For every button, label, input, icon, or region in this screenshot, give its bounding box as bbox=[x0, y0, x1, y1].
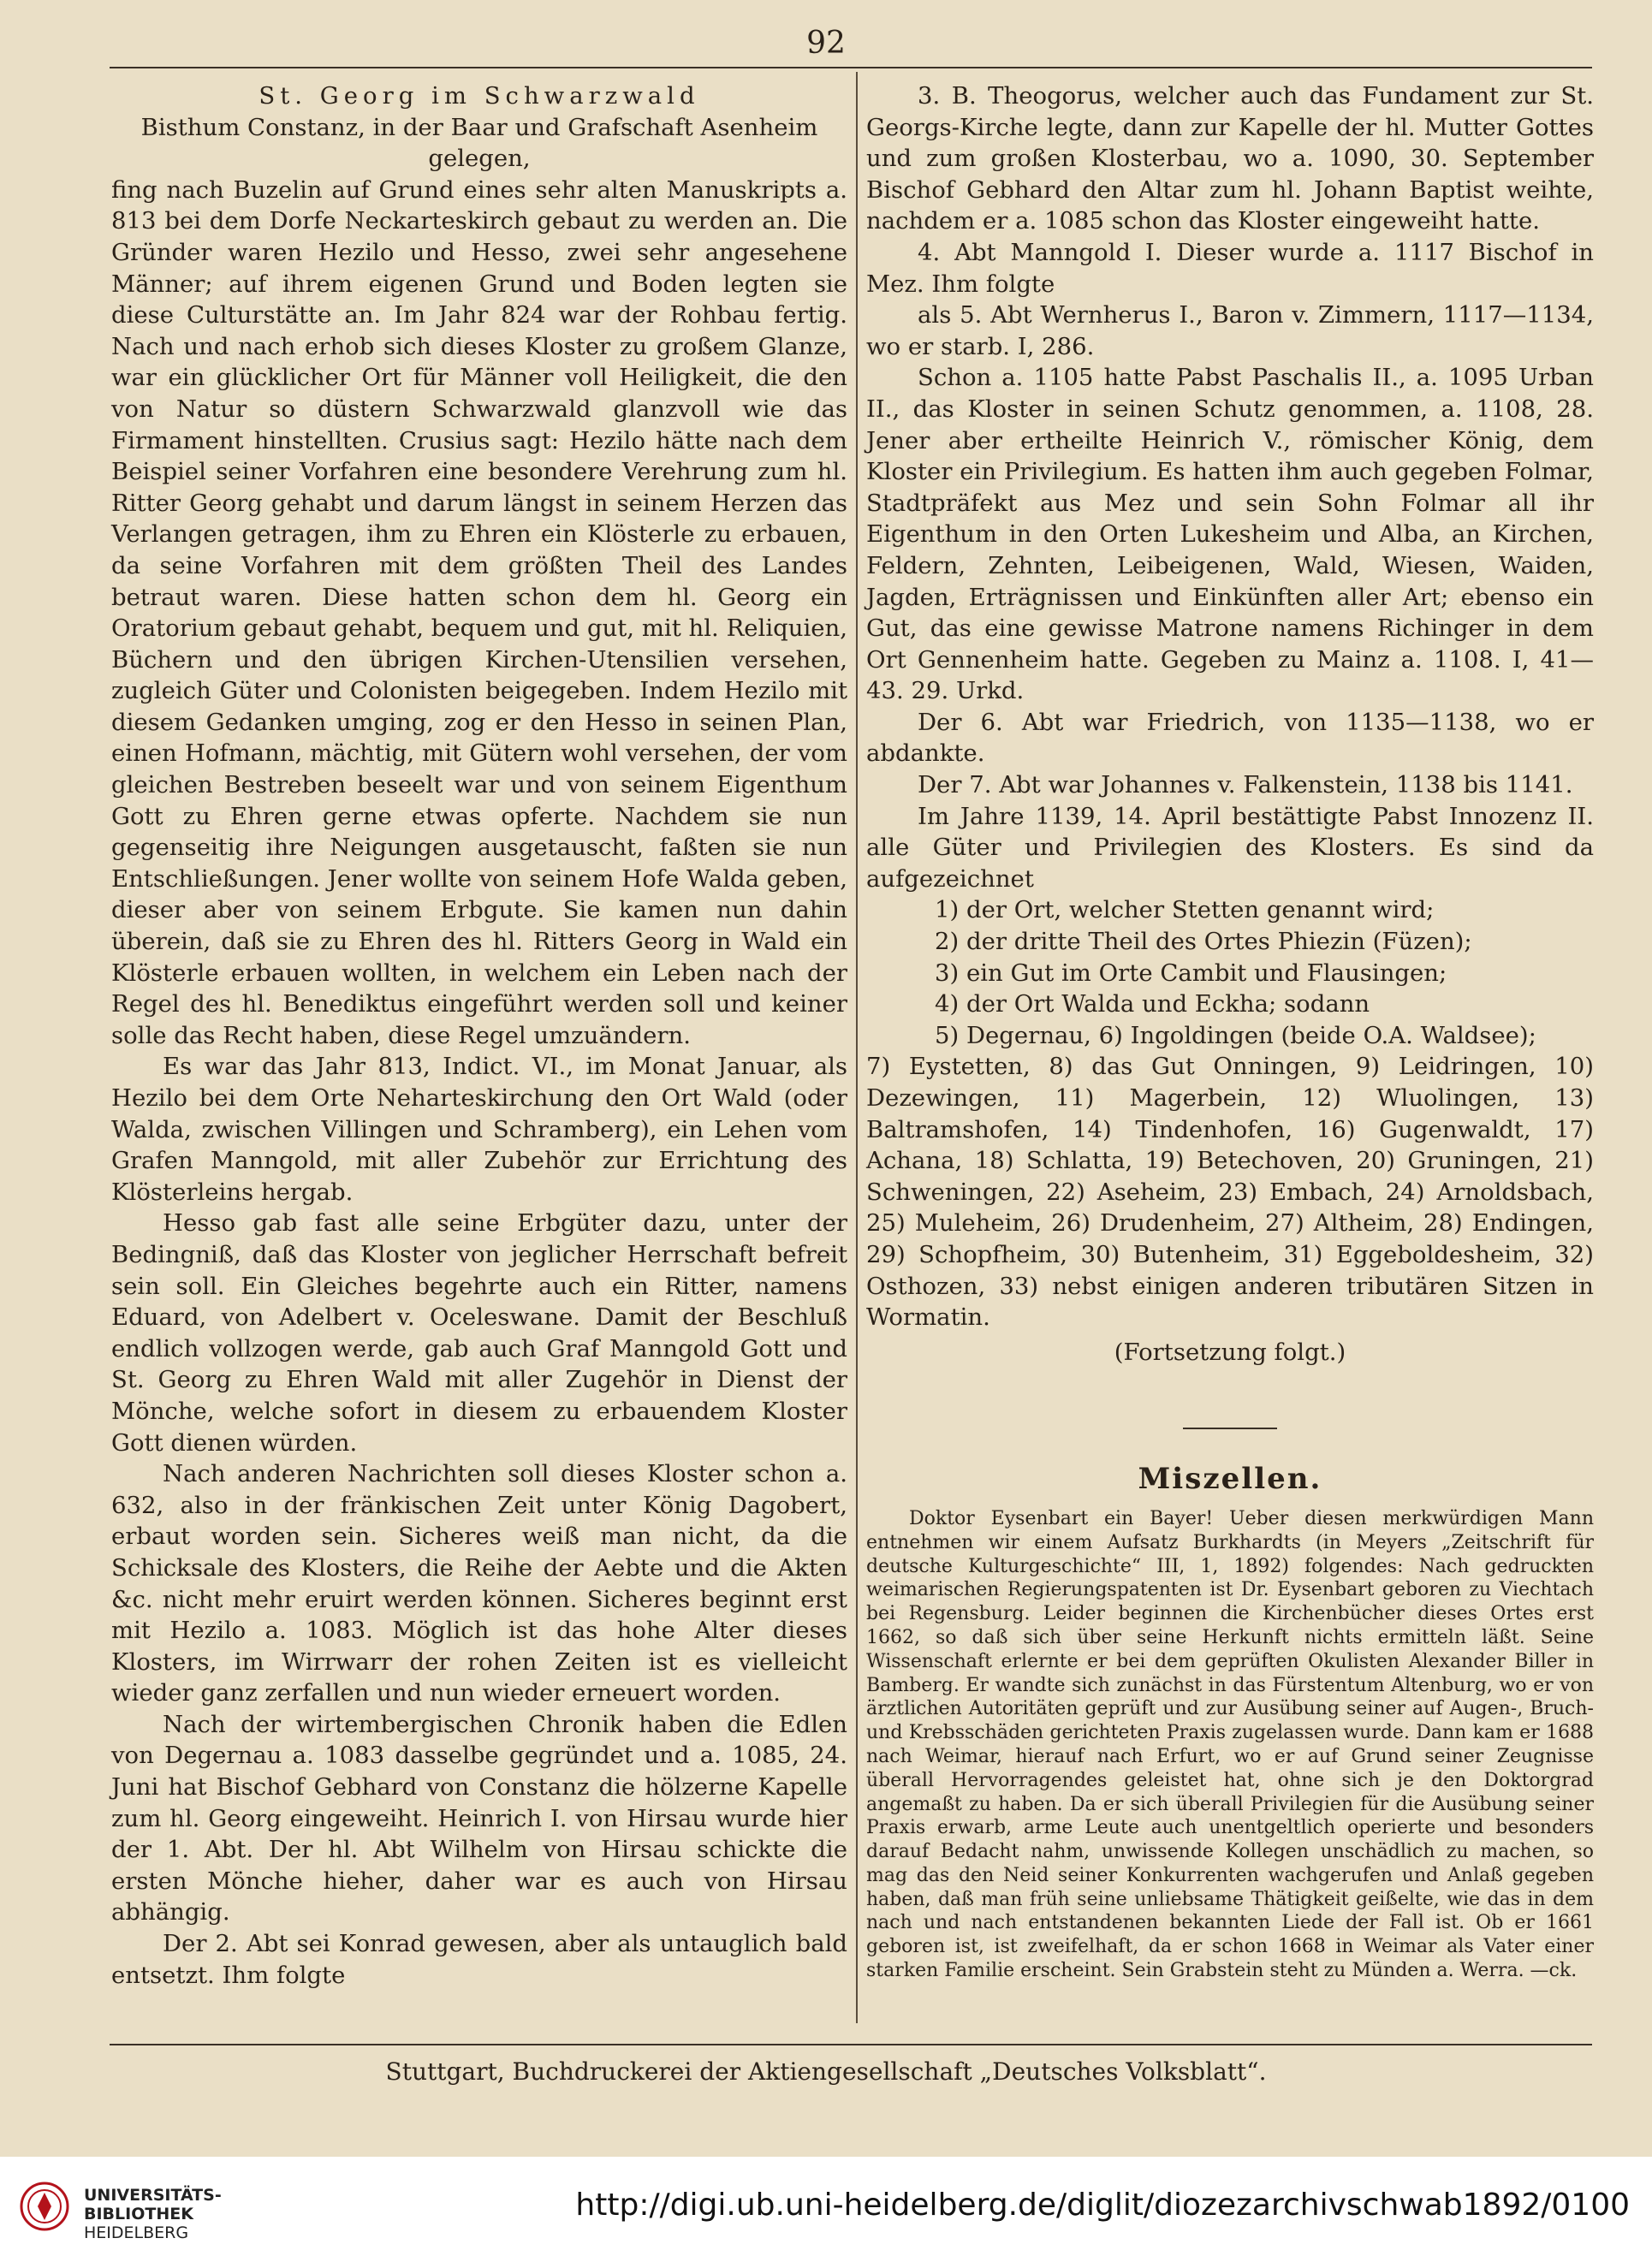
paragraph: 3. B. Theogorus, welcher auch das Fundament zur St. Georgs-Kirche legte, dann zur Kapelle der hl. Mutter Gottes und zum großen Klosterbau, wo a. 1090, 30. September Bischof Gebhard den Altar zum hl. Johann Baptist weihte, nachdem er a. 1085 schon das Kloster eingeweiht hatte. bbox=[866, 82, 1594, 235]
library-name bbox=[84, 2186, 222, 2242]
paragraph: Der 6. Abt war Friedrich, von 1135—1138, wo er abdankte. bbox=[866, 708, 1594, 768]
list-item: 3) ein Gut im Orte Cambit und Flausingen; bbox=[935, 959, 1447, 987]
misc-paragraph: Doktor Eysenbart ein Bayer! Ueber diesen merkwürdigen Mann entnehmen wir einem Aufsatz Burkhardts (in Meyers „Zeitschrift für deutsche Kulturgeschichte“ III, 1, 1892) folgendes: Nach gedruckten weimarischen Regierungspatenten ist Dr. Eysenbart geboren zu Viechtach bei Regensburg. Leider beginnen die Kirchenbücher dieses Ortes erst 1662, so daß sich über seine Herkunft nichts ermitteln läßt. Seine Wissenschaft erlernte er bei dem geprüften Okulisten Alexander Biller in Bamberg. Er wandte sich zunächst in das Fürstentum Altenburg, wo er von ärztlichen Autoritäten geprüft und zur Ausübung seiner auf Augen-, Bruch- und Krebsschäden gerichteten Praxis zugelassen wurde. Dann kam er 1688 nach Weimar, hierauf nach Erfurt, wo er auf Grund seiner Zeugnisse überall Hervorragendes geleistet hat, ohne sich je den Doktorgrad angemaßt zu haben. Da er sich überall Privilegien für die Ausübung seiner Praxis erwarb, arme Leute auch unentgeltlich operierte und besonders darauf Bedacht nahm, unwissende Kollegen unschädlich zu machen, so mag das den Neid seiner Konkurrenten wachgerufen und Anlaß gegeben haben, daß man früh seine unliebsame Thätigkeit geißelte, wie das in dem nach und nach entstandenen bekannten Liede der Fall ist. Ob er 1661 geboren ist, ist zweifelhaft, da er schon 1668 in Weimar als Vater einer starken Familie erscheint. Sein Grabstein steht zu Münden a. Werra. —ck. bbox=[866, 1507, 1594, 1982]
paragraph: fing nach Buzelin auf Grund eines sehr alten Manuskripts a. 813 bei dem Dorfe Neckarteskirch gebaut zu werden an. Die Gründer waren Hezilo und Hesso, zwei sehr angesehene Männer; auf ihrem eigenen Grund und Boden legten sie diese Culturstätte an. Im Jahr 824 war der Rohbau fertig. Nach und nach erhob sich dieses Kloster zu großem Glanze, war ein glücklicher Ort für Männer voll Heiligkeit, die den von Natur so düstern Schwarzwald glanzvoll wie das Firmament hinstellten. Crusius sagt: Hezilo hätte nach dem Beispiel seiner Vorfahren eine besondere Verehrung zum hl. Ritter Georg gehabt und darum längst in seinem Herzen das Verlangen getragen, ihm zu Ehren ein Klösterle zu erbauen, da seine Vorfahren mit dem größten Theil des Landes betraut waren. Diese hatten schon dem hl. Georg ein Oratorium gebaut gehabt, bequem und gut, mit hl. Reliquien, Büchern und den übrigen Kirchen-Utensilien versehen, zugleich Güter und Colonisten beigegeben. Indem Hezilo mit diesem Gedanken umging, zog er den Hesso in seinen Plan, einen Hofmann, mächtig, mit Gütern wohl versehen, der vom gleichen Bestreben beseelt war und von seinem Eigenthum Gott zu Ehren gerne etwas opferte. Nachdem sie nun gegenseitig ihre Neigungen ausgetauscht, faßten sie nun Entschließungen. Jener wollte von seinem Hofe Walda geben, dieser aber von seinem Erbgute. Sie kamen nun dahin überein, daß sie zu Ehren des hl. Ritters Georg in Wald ein Klösterle erbauen wollten, in welchem ein Leben nach der Regel des hl. Benediktus eingeführt werden soll und keiner solle das Recht haben, diese Regel umzuändern. bbox=[111, 175, 847, 1049]
university-seal-icon bbox=[19, 2181, 70, 2232]
printer-line: Stuttgart, Buchdruckerei der Aktiengesellschaft „Deutsches Volksblatt“. bbox=[385, 2057, 1267, 2086]
paragraph: Nach anderen Nachrichten soll dieses Kloster schon a. 632, also in der fränkischen Zeit unter König Dagobert, erbaut worden sein. Sicheres weiß man nicht, da die Schicksale des Klosters, die Reihe der Aebte und die Akten &c. nicht mehr eruirt werden können. Sicheres beginnt erst mit Hezilo a. 1083. Möglich ist das hohe Alter dieses Klosters, im Wirrwarr der rohen Zeiten ist es vielleicht wieder ganz zerfallen und nun wieder erneuert worden. bbox=[111, 1460, 847, 1707]
paragraph: als 5. Abt Wernherus I., Baron v. Zimmern, 1117—1134, wo er starb. I, 286. bbox=[866, 301, 1594, 360]
paragraph: Es war das Jahr 813, Indict. VI., im Monat Januar, als Hezilo bei dem Orte Neharteskirchung den Ort Wald (oder Walda, zwischen Villingen und Schramberg), ein Lehen vom Grafen Manngold, mit aller Zubehör zur Errichtung des Klösterleins hergab. bbox=[111, 1053, 847, 1206]
footer-rule bbox=[110, 2044, 1592, 2045]
list-item: 2) der dritte Theil des Ortes Phiezin (Füzen); bbox=[935, 928, 1472, 956]
paragraph: Der 2. Abt sei Konrad gewesen, aber als untauglich bald entsetzt. Ihm folgte bbox=[111, 1930, 847, 1989]
section-rule bbox=[1183, 1428, 1277, 1429]
misc-article bbox=[866, 1507, 1594, 1983]
library-name-line-1: UNIVERSITÄTS- bbox=[84, 2186, 222, 2205]
paragraph: 4. Abt Manngold I. Dieser wurde a. 1117 Bischof in Mez. Ihm folgte bbox=[866, 238, 1594, 298]
list-item: 5) Degernau, 6) Ingoldingen (beide O.A. Waldsee); bbox=[935, 1021, 1536, 1049]
column-divider bbox=[856, 72, 858, 2023]
paragraph: Nach der wirtembergischen Chronik haben die Edlen von Degernau a. 1083 dasselbe gegründet und a. 1085, 24. Juni hat Bischof Gebhard von Constanz die hölzerne Kapelle zum hl. Georg eingeweiht. Heinrich I. von Hirsau wurde hier der 1. Abt. Der hl. Abt Wilhelm von Hirsau schickte die ersten Mönche hieher, daher war es auch von Hirsau abhängig. bbox=[111, 1710, 847, 1927]
list-item: 1) der Ort, welcher Stetten genannt wird; bbox=[935, 896, 1435, 924]
paragraph: Im Jahre 1139, 14. April bestättigte Pabst Innozenz II. alle Güter und Privilegien des Klosters. Es sind da aufgezeichnet bbox=[866, 802, 1594, 893]
source-url-link[interactable]: http://digi.ub.uni-heidelberg.de/diglit/diozezarchivschwab1892/0100 bbox=[575, 2188, 1630, 2223]
article-subheading: Bisthum Constanz, in der Baar und Grafschaft Asenheim bbox=[140, 113, 818, 141]
page-number: 92 bbox=[806, 26, 846, 61]
header-rule bbox=[110, 67, 1592, 68]
list-item: 4) der Ort Walda und Eckha; sodann bbox=[935, 990, 1370, 1018]
article-subheading-2: gelegen, bbox=[428, 145, 531, 173]
library-footer-bar bbox=[0, 2157, 1652, 2256]
continued-note: (Fortsetzung folgt.) bbox=[1114, 1338, 1346, 1366]
list-continuation: 7) Eystetten, 8) das Gut Onningen, 9) Leidringen, 10) Dezewingen, 11) Magerbein, 12) Wluolingen, 13) Baltramshofen, 14) Tindenhofen, 16) Gugenwaldt, 17) Achana, 18) Schlatta, 19) Betechoven, 20) Gruningen, 21) Schweningen, 22) Aseheim, 23) Embach, 24) Arnoldsbach, 25) Muleheim, 26) Drudenheim, 27) Altheim, 28) Endingen, 29) Schopfheim, 30) Butenheim, 31) Eggeboldesheim, 32) Osthozen, 33) nebst einigen anderen tributären Sitzen in Wormatin. bbox=[866, 1053, 1594, 1332]
misc-heading: Miszellen. bbox=[1138, 1462, 1322, 1497]
paragraph: Der 7. Abt war Johannes v. Falkenstein, 1138 bis 1141. bbox=[918, 771, 1573, 799]
paragraph: Hesso gab fast alle seine Erbgüter dazu, unter der Bedingniß, daß das Kloster von jeglicher Herrschaft befreit sein soll. Ein Gleiches begehrte auch ein Ritter, namens Eduard, von Adelbert v. Oceleswane. Damit der Beschluß endlich vollzogen werde, gab auch Graf Manngold Gott und St. Georg zu Ehren Wald mit aller Zugehör in Dienst der Mönche, welche sofort in diesem zu erbauendem Kloster Gott dienen würden. bbox=[111, 1209, 847, 1457]
library-name-line-2: BIBLIOTHEK bbox=[84, 2205, 193, 2223]
right-column bbox=[866, 80, 1594, 1983]
library-name-line-3: HEIDELBERG bbox=[84, 2223, 189, 2242]
article-heading: St. Georg im Schwarzwald bbox=[258, 82, 700, 110]
possessions-list bbox=[866, 894, 1594, 1051]
left-column bbox=[111, 80, 847, 1991]
paragraph: Schon a. 1105 hatte Pabst Paschalis II., a. 1095 Urban II., das Kloster in seinen Schutz genommen, a. 1108, 28. Jener aber ertheilte Heinrich V., römischer König, dem Kloster ein Privilegium. Es hatten ihm auch gegeben Folmar, Stadtpräfekt aus Mez und sein Sohn Folmar all ihr Eigenthum in den Orten Lukesheim und Alba, an Kirchen, Feldern, Zehnten, Leibeigenen, Wald, Wiesen, Waiden, Jagden, Erträgnissen und Einkünften aller Art; ebenso ein Gut, das eine gewisse Matrone namens Richinger in dem Ort Gennenheim hatte. Gegeben zu Mainz a. 1108. I, 41—43. 29. Urkd. bbox=[866, 364, 1594, 705]
